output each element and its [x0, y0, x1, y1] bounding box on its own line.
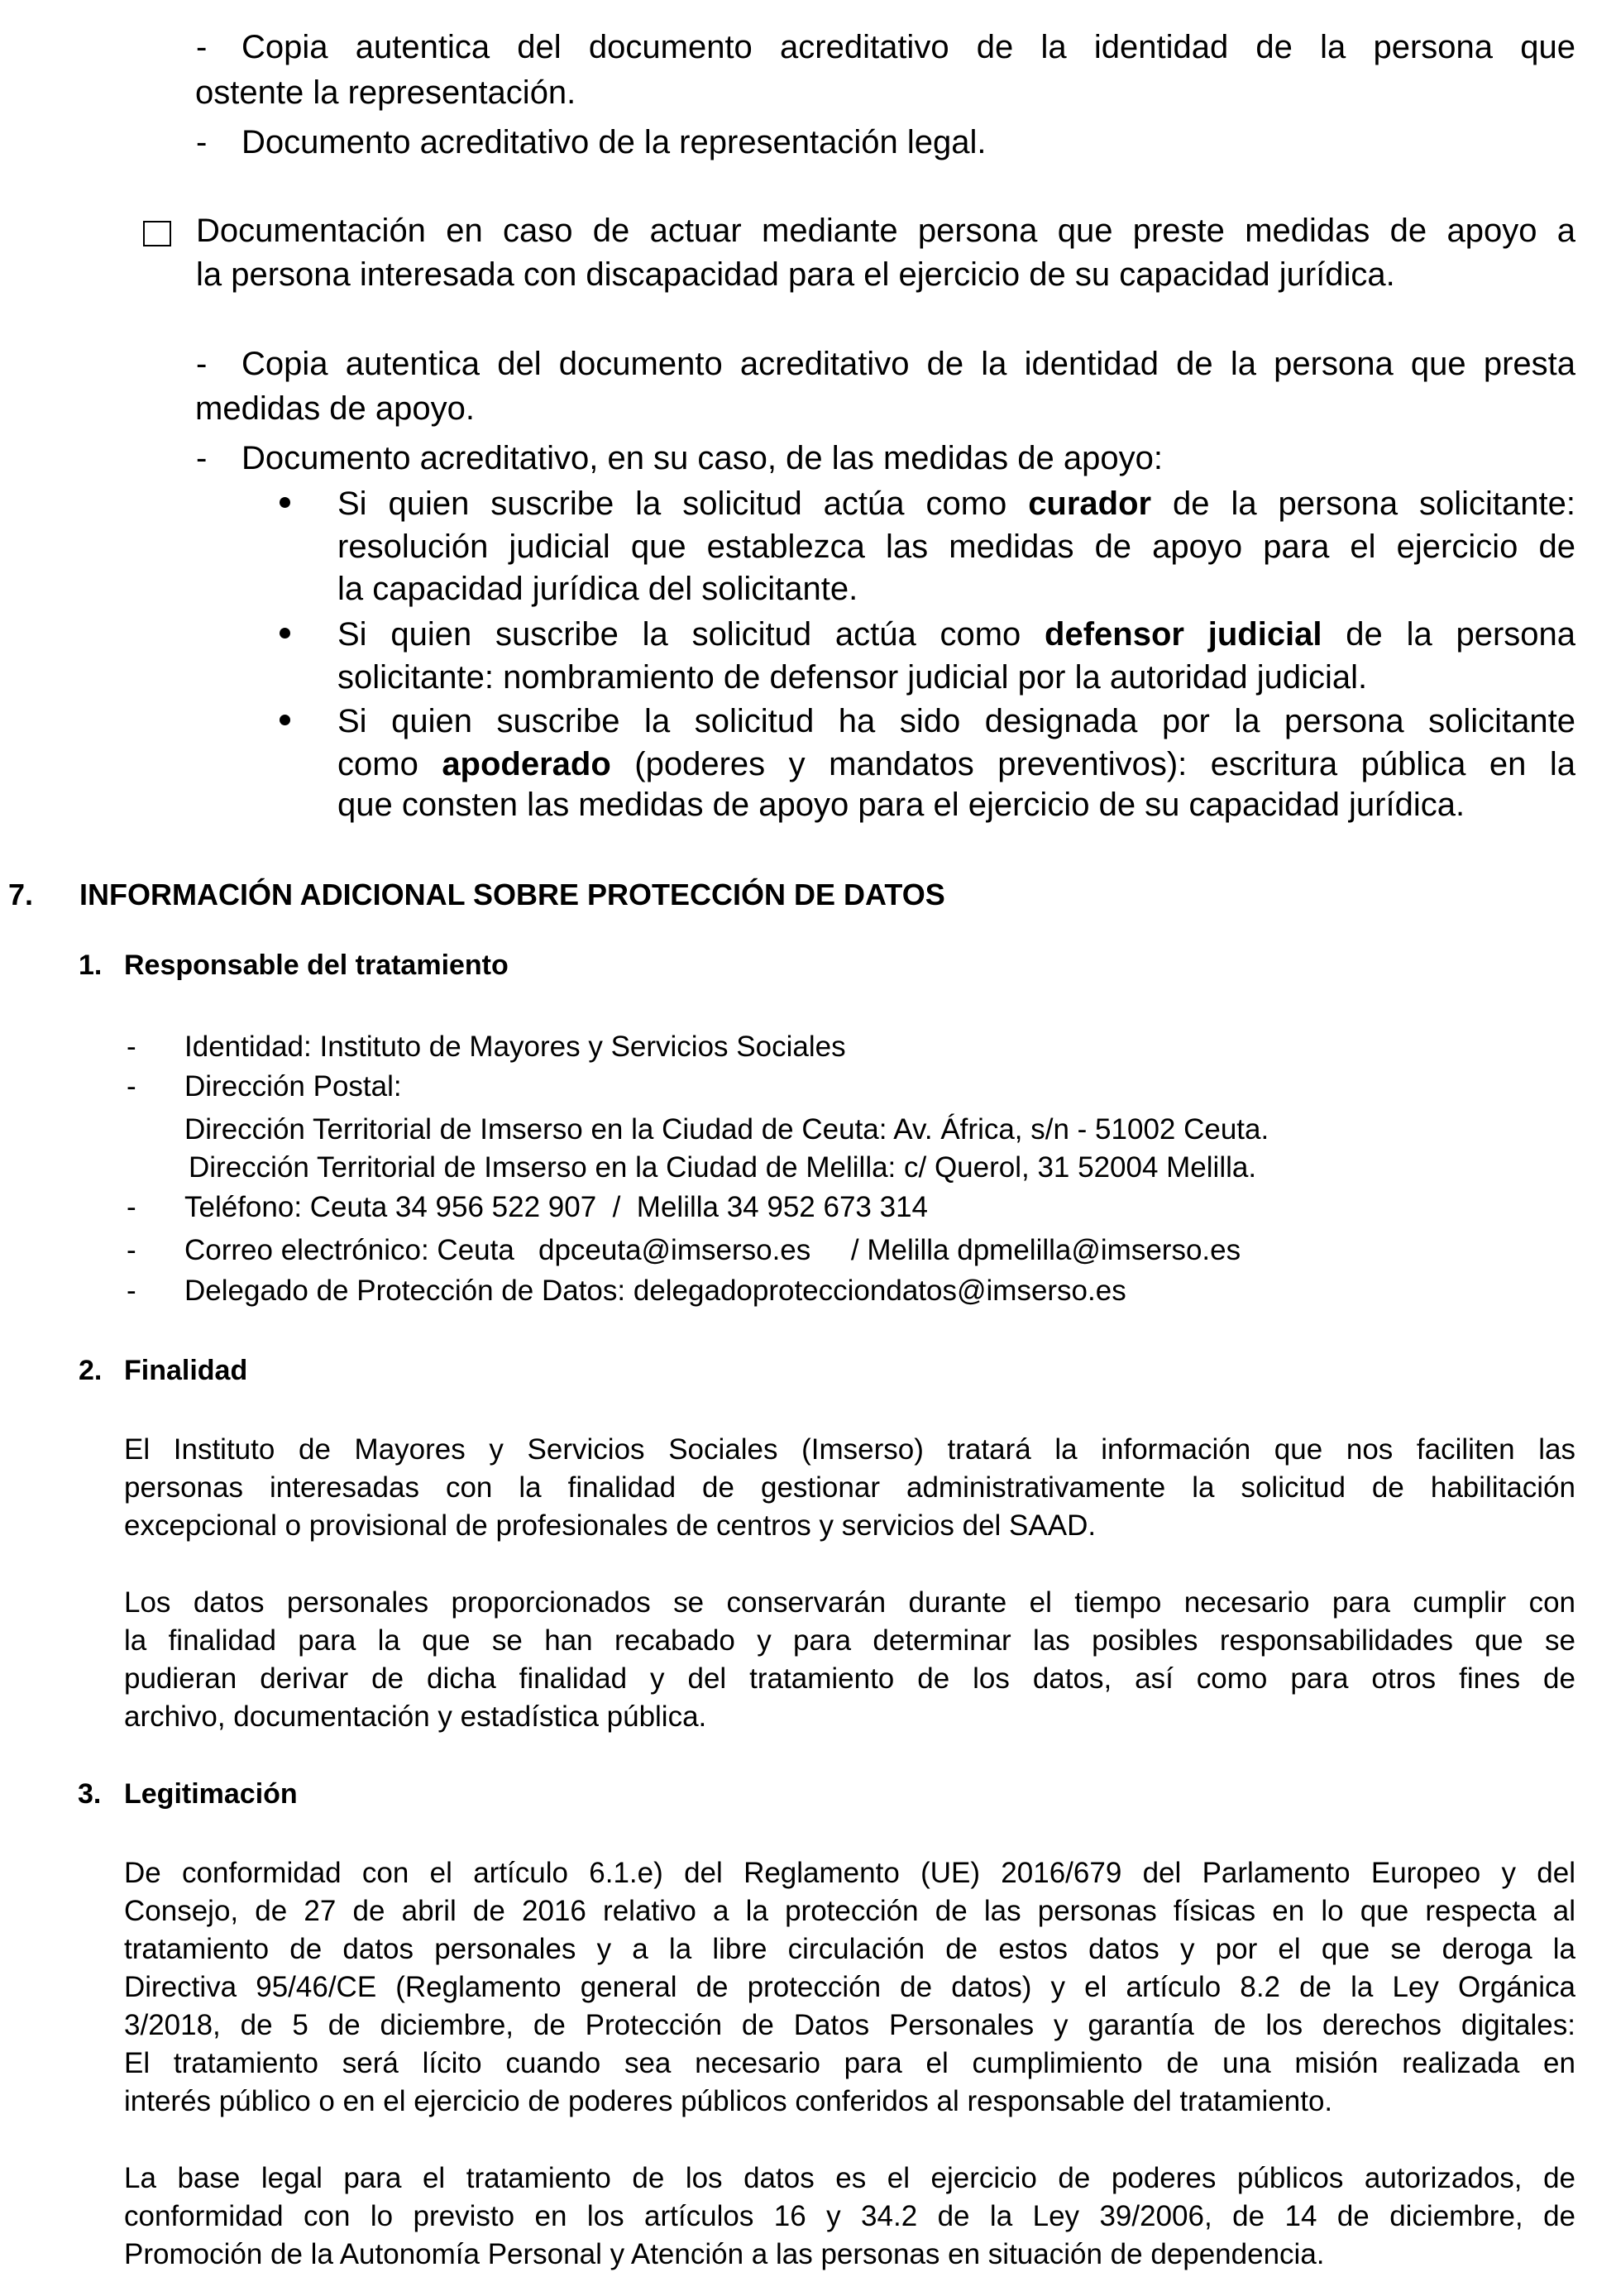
- subsection-title-responsable: Responsable del tratamiento: [124, 949, 509, 981]
- responsable-item: Dirección Territorial de Imserso en la Ciudad de Ceuta: Av. África, s/n - 51002 Ceuta.: [184, 1113, 1269, 1146]
- finalidad-p2-line: Los datos personales proporcionados se conservarán durante el tiempo necesario para cumplir con: [124, 1586, 1575, 1619]
- responsable-item: Delegado de Protección de Datos: delegadoprotecciondatos@imserso.es: [184, 1275, 1126, 1307]
- bullet-curador-line3: la capacidad jurídica del solicitante.: [337, 571, 858, 607]
- list-marker: -: [196, 29, 208, 65]
- finalidad-p1-line: personas interesadas con la finalidad de gestionar administrativamente la solicitud de habilitación: [124, 1471, 1575, 1504]
- finalidad-p1-line: El Instituto de Mayores y Servicios Sociales (Imserso) tratará la información que nos faciliten las: [124, 1433, 1575, 1466]
- support-copy-line1: Copia autentica del documento acreditativo de la identidad de la persona que presta: [241, 346, 1575, 382]
- responsable-item: Teléfono: Ceuta 34 956 522 907 / Melilla 34 952 673 314: [184, 1191, 929, 1223]
- bullet-icon: [280, 497, 290, 508]
- section-title: INFORMACIÓN ADICIONAL SOBRE PROTECCIÓN DE DATOS: [79, 878, 945, 911]
- list-marker: -: [127, 1191, 136, 1223]
- finalidad-p2-line: pudieran derivar de dicha finalidad y del tratamiento de los datos, así como para otros fines de: [124, 1662, 1575, 1695]
- support-doc-line1: Documento acreditativo, en su caso, de las medidas de apoyo:: [241, 440, 1163, 476]
- support-checkbox-label-line2: la persona interesada con discapacidad para el ejercicio de su capacidad jurídica.: [196, 256, 1395, 293]
- list-marker: -: [127, 1234, 136, 1266]
- section-number: 7.: [8, 878, 34, 911]
- rep-copy-line1: Copia autentica del documento acreditativo de la identidad de la persona que: [241, 29, 1575, 65]
- rep-doc-line1: Documento acreditativo de la representación legal.: [241, 124, 987, 160]
- subsection-number: 2.: [79, 1355, 103, 1386]
- responsable-item: Dirección Territorial de Imserso en la Ciudad de Melilla: c/ Querol, 31 52004 Melilla.: [189, 1151, 1257, 1184]
- finalidad-p2-line: la finalidad para la que se han recabado y para determinar las posibles responsabilidades que se: [124, 1624, 1575, 1657]
- responsable-item: Identidad: Instituto de Mayores y Servicios Sociales: [184, 1031, 846, 1063]
- bullet-curador-line1: Si quien suscribe la solicitud actúa como curador de la persona solicitante:: [337, 486, 1575, 522]
- responsable-item: Correo electrónico: Ceuta dpceuta@imserso.es / Melilla dpmelilla@imserso.es: [184, 1234, 1241, 1266]
- rep-copy-line2: ostente la representación.: [195, 74, 576, 111]
- list-marker: -: [196, 124, 208, 160]
- legitimacion-p1-line: interés público o en el ejercicio de poderes públicos conferidos al responsable del tratamiento.: [124, 2085, 1333, 2117]
- list-marker: -: [127, 1275, 136, 1307]
- support-checkbox-label-line1: Documentación en caso de actuar mediante persona que preste medidas de apoyo a: [196, 213, 1575, 249]
- subsection-number: 3.: [78, 1778, 102, 1810]
- subsection-number: 1.: [79, 949, 103, 981]
- finalidad-p1-line: excepcional o provisional de profesionales de centros y servicios del SAAD.: [124, 1509, 1097, 1542]
- legitimacion-p1-line: Directiva 95/46/CE (Reglamento general de protección de datos) y el artículo 8.2 de la Ley Orgánica: [124, 1971, 1575, 2003]
- list-marker: -: [127, 1070, 136, 1103]
- support-copy-line2: medidas de apoyo.: [195, 390, 476, 427]
- bullet-defensor-line1: Si quien suscribe la solicitud actúa como defensor judicial de la persona: [337, 616, 1575, 653]
- support-documentation-checkbox[interactable]: [143, 221, 171, 246]
- legitimacion-p2-line: Promoción de la Autonomía Personal y Atención a las personas en situación de dependencia.: [124, 2238, 1325, 2270]
- list-marker: -: [127, 1031, 136, 1063]
- list-marker: -: [196, 440, 208, 476]
- subsection-title-finalidad: Finalidad: [124, 1355, 248, 1386]
- bullet-curador-line2: resolución judicial que establezca las medidas de apoyo para el ejercicio de: [337, 529, 1575, 565]
- bullet-icon: [280, 715, 290, 725]
- bullet-icon: [280, 628, 290, 639]
- bullet-apoderado-line3: que consten las medidas de apoyo para el ejercicio de su capacidad jurídica.: [337, 787, 1465, 823]
- subsection-title-legitimacion: Legitimación: [124, 1778, 298, 1810]
- bullet-apoderado-line2: como apoderado (poderes y mandatos preventivos): escritura pública en la: [337, 746, 1575, 782]
- bullet-apoderado-line1: Si quien suscribe la solicitud ha sido designada por la persona solicitante: [337, 703, 1575, 739]
- legitimacion-p2-line: La base legal para el tratamiento de los datos es el ejercicio de poderes públicos autorizados, de: [124, 2162, 1575, 2194]
- legitimacion-p1-line: 3/2018, de 5 de diciembre, de Protección de Datos Personales y garantía de los derechos digitales:: [124, 2009, 1575, 2041]
- legitimacion-p1-line: tratamiento de datos personales y a la libre circulación de estos datos y por el que se deroga la: [124, 1933, 1575, 1965]
- legitimacion-p2-line: conformidad con lo previsto en los artículos 16 y 34.2 de la Ley 39/2006, de 14 de diciembre, de: [124, 2200, 1575, 2232]
- finalidad-p2-line: archivo, documentación y estadística pública.: [124, 1700, 707, 1733]
- responsable-item: Dirección Postal:: [184, 1070, 402, 1103]
- list-marker: -: [196, 346, 208, 382]
- legitimacion-p1-line: Consejo, de 27 de abril de 2016 relativo a la protección de las personas físicas en lo que respecta al: [124, 1895, 1575, 1927]
- legitimacion-p1-line: De conformidad con el artículo 6.1.e) del Reglamento (UE) 2016/679 del Parlamento Europeo y del: [124, 1857, 1575, 1889]
- legitimacion-p1-line: El tratamiento será lícito cuando sea necesario para el cumplimiento de una misión realizada en: [124, 2047, 1575, 2079]
- bullet-defensor-line2: solicitante: nombramiento de defensor judicial por la autoridad judicial.: [337, 659, 1368, 696]
